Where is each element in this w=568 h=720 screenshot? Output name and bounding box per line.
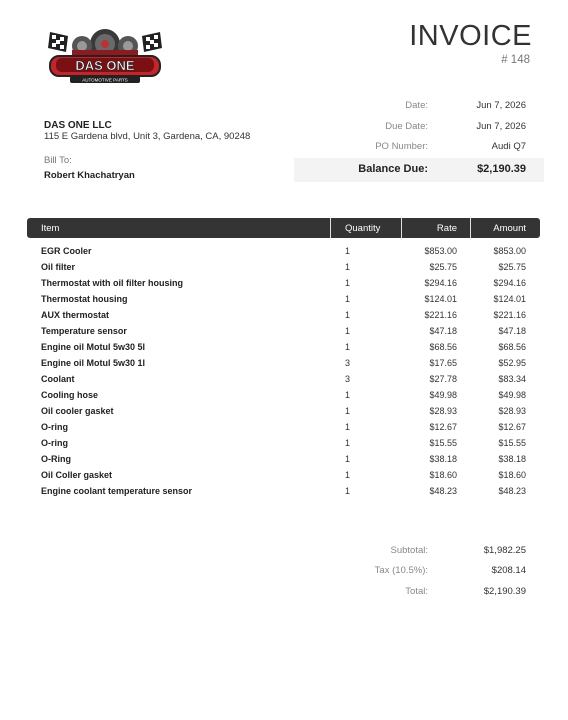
item-quantity: 1	[345, 262, 351, 272]
item-quantity: 1	[345, 406, 351, 416]
item-rate: $49.98	[429, 390, 457, 400]
bill-to-name: Robert Khachatryan	[44, 170, 135, 181]
balance-due-value: $2,190.39	[477, 163, 526, 175]
column-header-amount: Amount	[493, 223, 526, 234]
subtotal-value: $1,982.25	[483, 545, 526, 556]
total-label: Total:	[405, 586, 428, 597]
item-amount: $12.67	[498, 422, 526, 432]
item-rate: $18.60	[429, 470, 457, 480]
item-quantity: 1	[345, 470, 351, 480]
tax-row	[294, 561, 544, 581]
bill-to-label: Bill To:	[44, 155, 72, 166]
item-name: Coolant	[41, 374, 75, 384]
items-table-body	[27, 243, 540, 499]
item-quantity: 1	[345, 390, 351, 400]
item-quantity: 3	[345, 358, 351, 368]
table-row	[27, 483, 540, 499]
item-amount: $28.93	[498, 406, 526, 416]
item-amount: $124.01	[493, 294, 526, 304]
meta-date	[294, 96, 544, 116]
meta-value: Jun 7, 2026	[476, 100, 526, 111]
item-quantity: 1	[345, 294, 351, 304]
invoice-title: INVOICE	[409, 20, 532, 52]
item-name: Temperature sensor	[41, 326, 127, 336]
item-name: Engine oil Motul 5w30 1l	[41, 358, 146, 368]
checkered-flag-right-icon	[142, 32, 162, 52]
meta-value: Audi Q7	[491, 141, 526, 152]
item-rate: $47.18	[429, 326, 457, 336]
item-rate: $17.65	[429, 358, 457, 368]
item-amount: $48.23	[498, 486, 526, 496]
balance-due-box	[294, 158, 544, 182]
company-address: 115 E Gardena blvd, Unit 3, Gardena, CA, 90248	[44, 131, 251, 142]
meta-label: Due Date:	[385, 121, 428, 132]
item-quantity: 3	[345, 374, 351, 384]
table-row	[27, 307, 540, 323]
item-rate: $68.56	[429, 342, 457, 352]
item-rate: $28.93	[429, 406, 457, 416]
table-row	[27, 435, 540, 451]
item-amount: $83.34	[498, 374, 526, 384]
column-header-quantity: Quantity	[345, 223, 381, 234]
subtotal-label: Subtotal:	[390, 545, 428, 556]
table-row	[27, 419, 540, 435]
tax-label: Tax (10.5%):	[374, 565, 428, 576]
logo-subtext: AUTOMOTIVE PARTS	[82, 77, 128, 83]
item-amount: $47.18	[498, 326, 526, 336]
meta-label: PO Number:	[375, 141, 428, 152]
total-value: $2,190.39	[483, 586, 526, 597]
item-amount: $15.55	[498, 438, 526, 448]
checkered-flag-left-icon	[48, 32, 68, 52]
item-quantity: 1	[345, 422, 351, 432]
item-rate: $853.00	[424, 246, 457, 256]
item-rate: $12.67	[429, 422, 457, 432]
column-header-rate: Rate	[436, 223, 457, 234]
item-quantity: 1	[345, 342, 351, 352]
column-divider	[330, 218, 331, 238]
meta-label: Date:	[405, 100, 428, 111]
item-name: Thermostat with oil filter housing	[41, 278, 184, 288]
table-row	[27, 323, 540, 339]
column-divider	[401, 218, 402, 238]
item-name: O-ring	[41, 422, 68, 432]
item-rate: $124.01	[424, 294, 457, 304]
item-rate: $27.78	[429, 374, 457, 384]
item-name: Cooling hose	[41, 390, 98, 400]
item-amount: $68.56	[498, 342, 526, 352]
table-row	[27, 259, 540, 275]
item-rate: $38.18	[429, 454, 457, 464]
table-row	[27, 275, 540, 291]
items-table-header	[27, 218, 540, 238]
table-row	[27, 451, 540, 467]
logo-text: DAS ONE	[75, 58, 135, 73]
item-amount: $25.75	[498, 262, 526, 272]
company-logo	[44, 26, 166, 86]
meta-value: Jun 7, 2026	[476, 121, 526, 132]
item-quantity: 1	[345, 278, 351, 288]
meta-due-date	[294, 117, 544, 137]
item-amount: $853.00	[493, 246, 526, 256]
item-rate: $25.75	[429, 262, 457, 272]
item-amount: $52.95	[498, 358, 526, 368]
item-quantity: 1	[345, 486, 351, 496]
item-name: Thermostat housing	[41, 294, 128, 304]
item-quantity: 1	[345, 454, 351, 464]
item-rate: $221.16	[424, 310, 457, 320]
item-name: Oil cooler gasket	[41, 406, 114, 416]
table-row	[27, 355, 540, 371]
company-name: DAS ONE LLC	[44, 120, 112, 131]
item-name: Oil Coller gasket	[41, 470, 113, 480]
item-name: Oil filter	[41, 262, 76, 272]
item-rate: $294.16	[424, 278, 457, 288]
column-header-item: Item	[41, 223, 60, 234]
table-row	[27, 339, 540, 355]
item-name: AUX thermostat	[41, 310, 110, 320]
item-amount: $294.16	[493, 278, 526, 288]
item-name: EGR Cooler	[41, 246, 92, 256]
item-name: O-Ring	[41, 454, 71, 464]
engine-parts-icon	[72, 29, 138, 59]
balance-due-label: Balance Due:	[358, 163, 428, 175]
item-quantity: 1	[345, 310, 351, 320]
table-row	[27, 291, 540, 307]
item-quantity: 1	[345, 326, 351, 336]
tax-value: $208.14	[491, 565, 526, 576]
table-row	[27, 371, 540, 387]
column-divider	[470, 218, 471, 238]
item-amount: $221.16	[493, 310, 526, 320]
table-row	[27, 243, 540, 259]
item-amount: $38.18	[498, 454, 526, 464]
item-name: Engine coolant temperature sensor	[41, 486, 193, 496]
item-rate: $48.23	[429, 486, 457, 496]
item-name: O-ring	[41, 438, 68, 448]
item-amount: $49.98	[498, 390, 526, 400]
invoice-number: # 148	[501, 54, 530, 66]
total-row	[294, 582, 544, 602]
table-row	[27, 467, 540, 483]
table-row	[27, 403, 540, 419]
item-name: Engine oil Motul 5w30 5l	[41, 342, 146, 352]
item-quantity: 1	[345, 246, 351, 256]
meta-po-number	[294, 137, 544, 157]
item-quantity: 1	[345, 438, 351, 448]
item-rate: $15.55	[429, 438, 457, 448]
item-amount: $18.60	[498, 470, 526, 480]
table-row	[27, 387, 540, 403]
logo-graphic	[44, 26, 166, 86]
subtotal-row	[294, 541, 544, 561]
